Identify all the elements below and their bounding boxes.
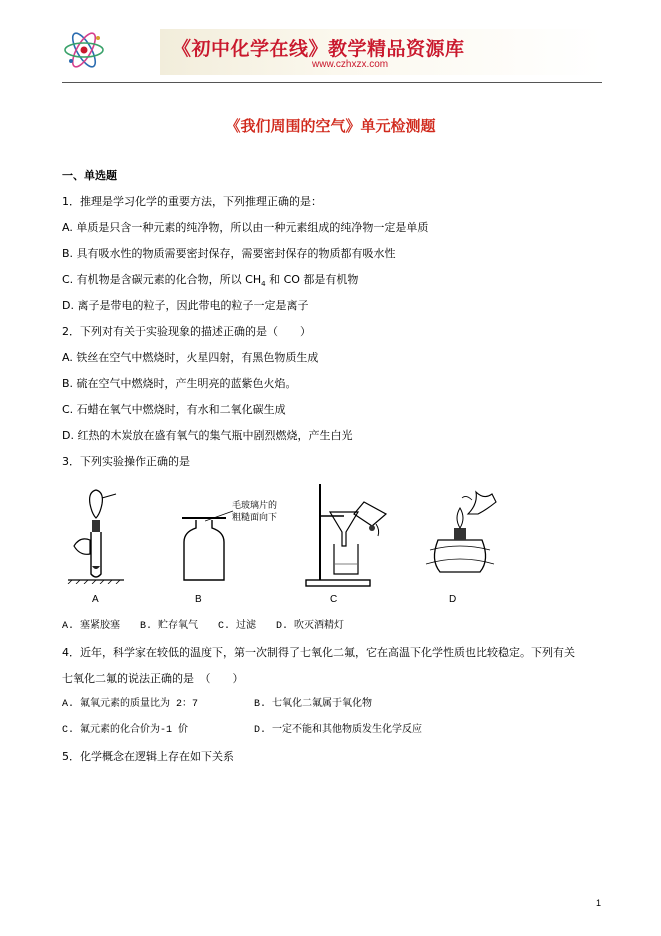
figure-label-b: B bbox=[195, 594, 202, 605]
figure-c-filtration-icon bbox=[302, 484, 394, 588]
figure-b-note-line2: 粗糙面向下 bbox=[232, 513, 278, 523]
atom-logo-icon bbox=[62, 26, 106, 74]
document-title: 《我们周围的空气》单元检测题 bbox=[225, 117, 436, 135]
question-2-option-b: B. 硫在空气中燃烧时，产生明亮的蓝紫色火焰。 bbox=[62, 377, 297, 390]
figure-b-note bbox=[232, 500, 277, 524]
figure-b-pointer-icon bbox=[205, 507, 235, 527]
figure-b-note-line1: 毛玻璃片的 bbox=[232, 501, 278, 511]
question-1-option-c bbox=[62, 273, 358, 291]
question-2-option-a: A. 铁丝在空气中燃烧时，火星四射，有黑色物质生成 bbox=[62, 351, 319, 364]
question-1-option-a: A. 单质是只含一种元素的纯净物，所以由一种元素组成的纯净物一定是单质 bbox=[62, 221, 429, 234]
figure-label-a: A bbox=[92, 594, 99, 605]
question-1-option-b: B. 具有吸水性的物质需要密封保存，需要密封保存的物质都有吸水性 bbox=[62, 247, 396, 260]
question-4-option-c: C. 氟元素的化合价为-1 价 bbox=[62, 725, 189, 736]
q1c-text-post: 和 CO 都是有机物 bbox=[265, 273, 359, 286]
header-title: 《初中化学在线》教学精品资源库 bbox=[172, 38, 465, 60]
header-url: www.czhxzx.com bbox=[312, 59, 389, 70]
question-1-stem: 1．推理是学习化学的重要方法，下列推理正确的是： bbox=[62, 195, 322, 208]
question-4-option-b: B. 七氧化二氟属于氧化物 bbox=[254, 699, 373, 710]
question-4-stem-line1: 4．近年，科学家在较低的温度下，第一次制得了七氧化二氟，它在高温下化学性质也比较稳定。下列有关 bbox=[62, 646, 575, 659]
question-4-option-a: A. 氟氧元素的质量比为 2：7 bbox=[62, 699, 199, 710]
question-2-option-c: C. 石蜡在氧气中燃烧时，有水和二氧化碳生成 bbox=[62, 403, 286, 416]
page-number: 1 bbox=[596, 898, 602, 908]
section-heading: 一、单选题 bbox=[62, 169, 117, 182]
figure-label-d: D bbox=[449, 594, 457, 605]
figure-d-alcohol-lamp-icon bbox=[420, 484, 500, 584]
question-4-option-d: D. 一定不能和其他物质发生化学反应 bbox=[254, 725, 423, 736]
question-3-options: A. 塞紧胶塞 B. 贮存氧气 C. 过滤 D. 吹灭酒精灯 bbox=[62, 621, 345, 632]
question-2-option-d: D. 红热的木炭放在盛有氧气的集气瓶中剧烈燃烧，产生白光 bbox=[62, 429, 353, 442]
question-5-stem: 5．化学概念在逻辑上存在如下关系 bbox=[62, 750, 234, 763]
question-3-stem: 3．下列实验操作正确的是 bbox=[62, 455, 190, 468]
header-divider bbox=[62, 82, 602, 83]
question-2-stem: 2．下列对有关于实验现象的描述正确的是（ ） bbox=[62, 325, 311, 338]
q1c-subscript: 4 bbox=[261, 280, 266, 289]
question-1-option-d: D. 离子是带电的粒子，因此带电的粒子一定是离子 bbox=[62, 299, 309, 312]
q1c-text: C. 有机物是含碳元素的化合物，所以 CH bbox=[62, 273, 262, 286]
figure-a-stopper-icon bbox=[66, 484, 126, 584]
header bbox=[62, 26, 602, 78]
figure-b-gas-bottle-icon bbox=[178, 484, 230, 584]
figure-label-c: C bbox=[330, 594, 338, 605]
question-4-stem-line2: 七氧化二氟的说法正确的是 （ ） bbox=[62, 672, 244, 685]
